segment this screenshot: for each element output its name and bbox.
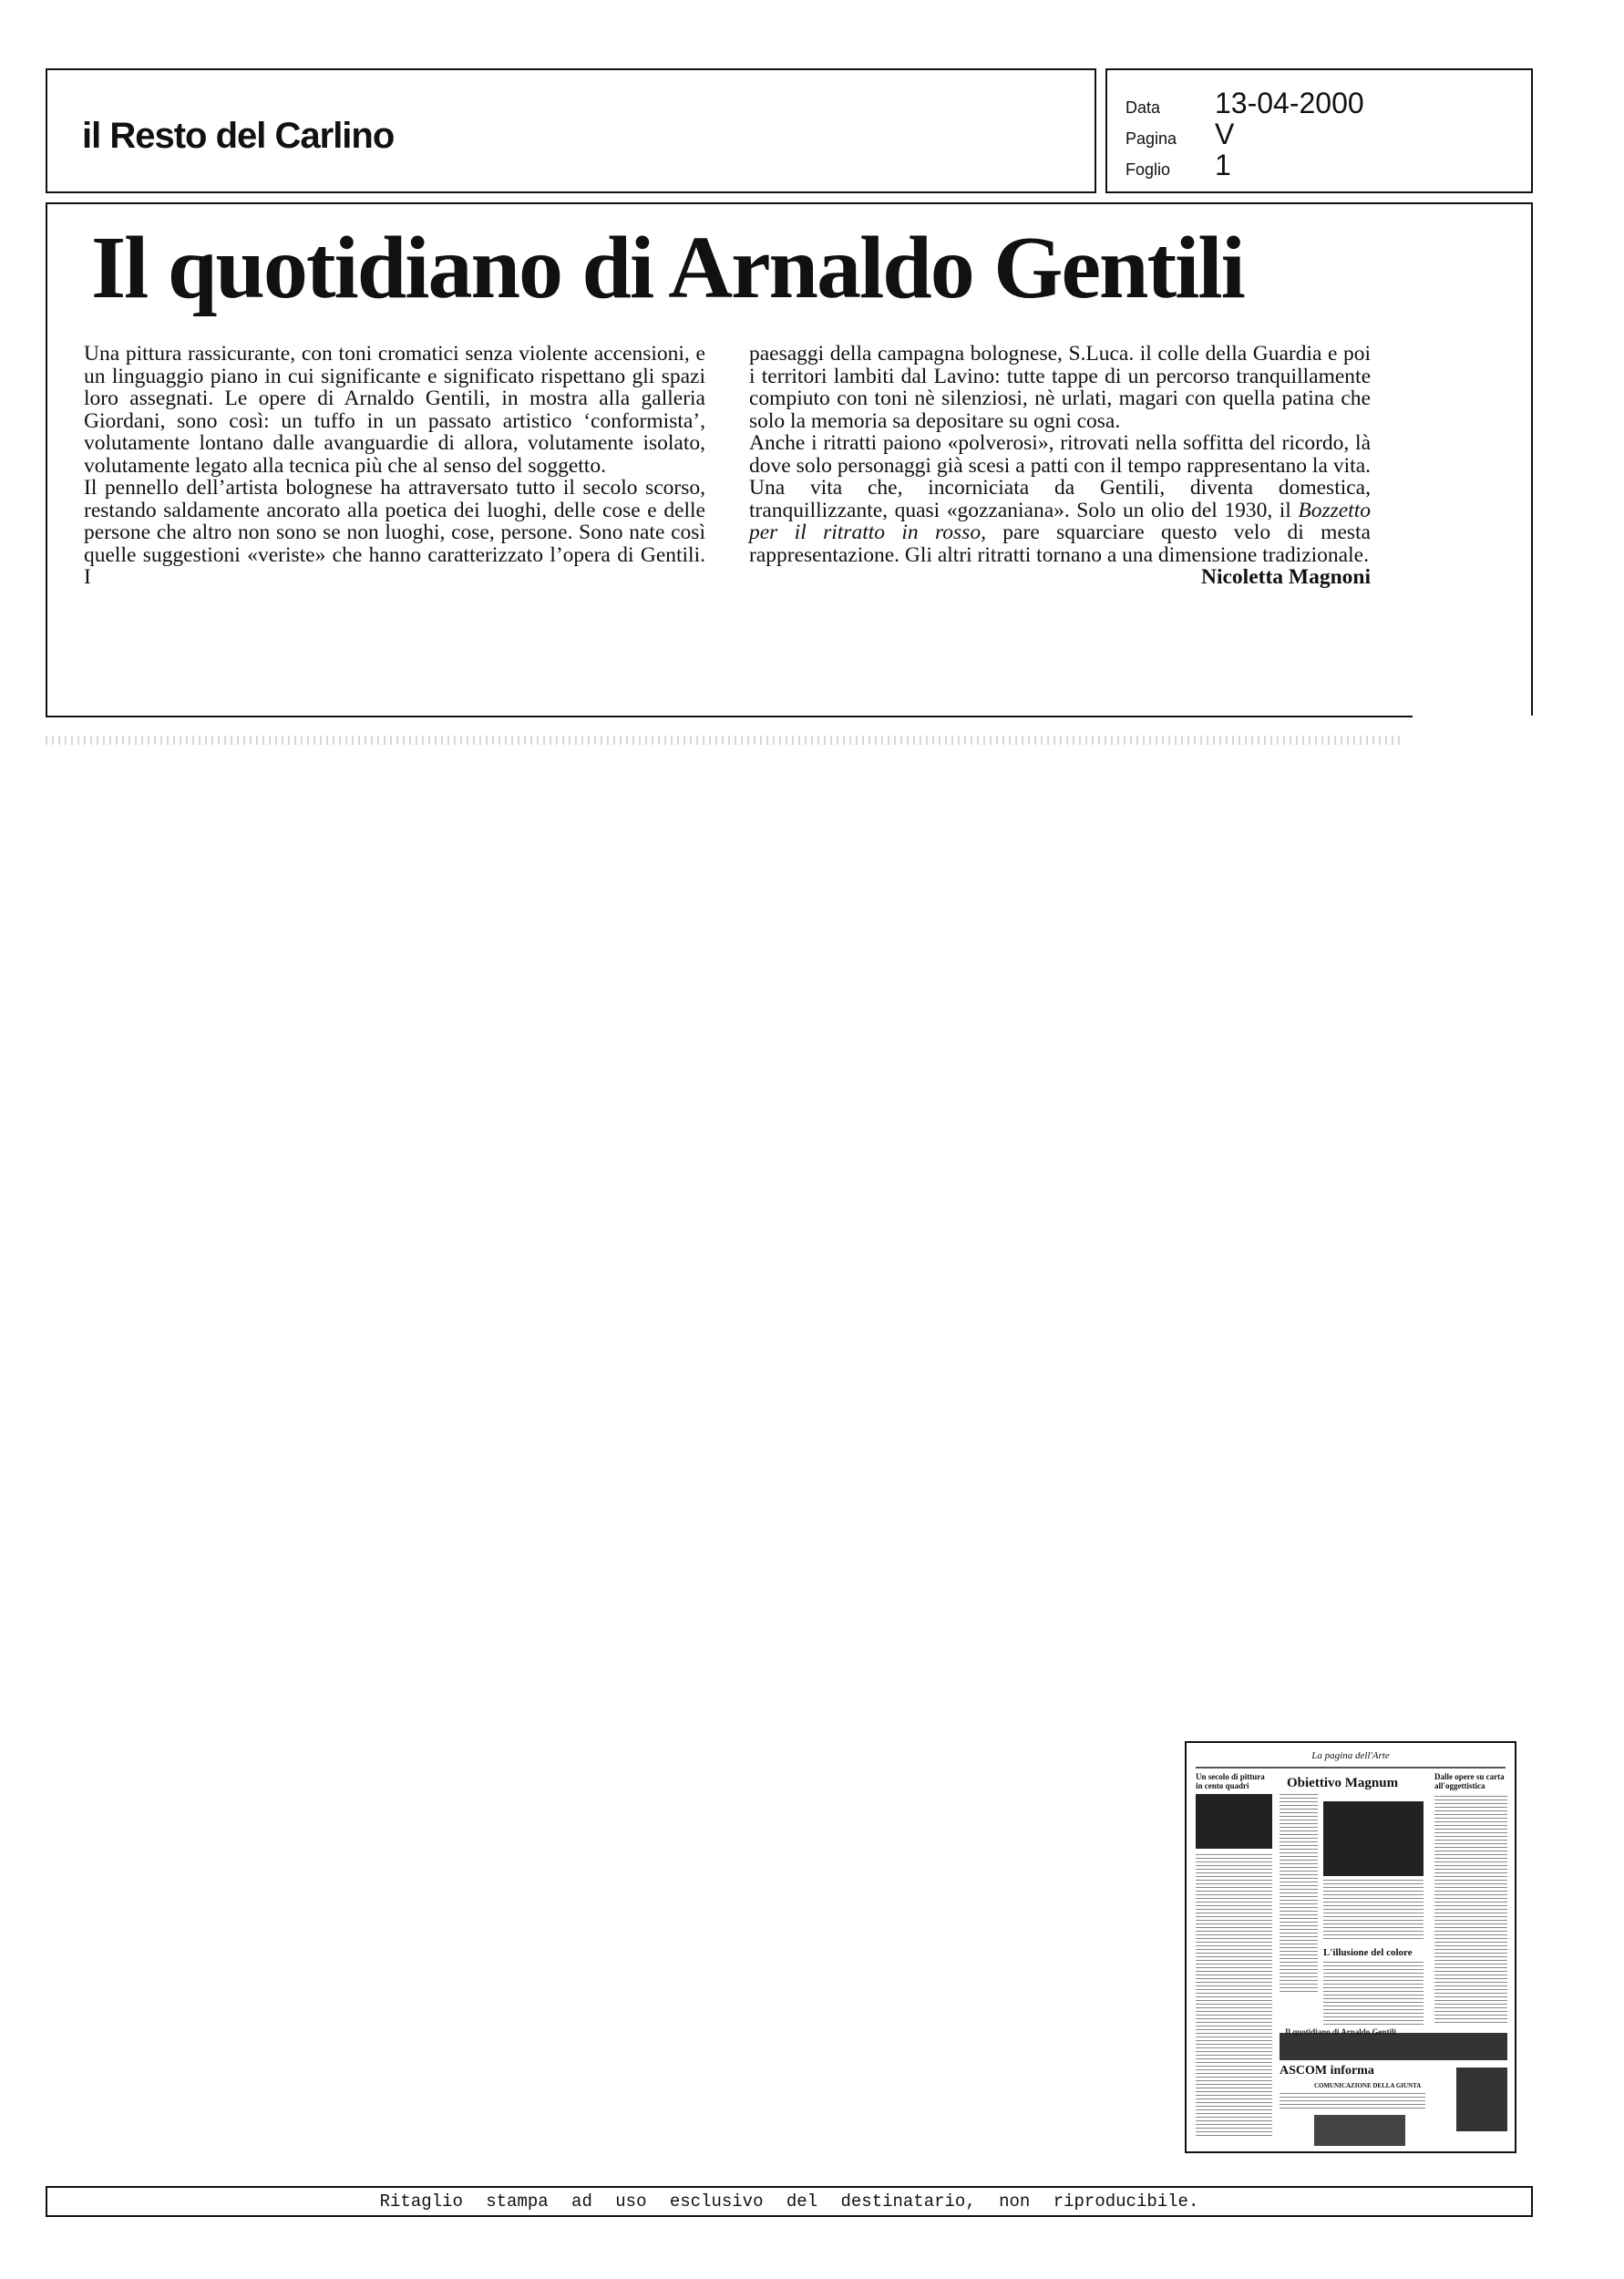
thumb-headline-center: Obiettivo Magnum [1287,1776,1399,1790]
footer-notice: Ritaglio stampa ad uso esclusivo del destinatario, non riproducibile. [46,2186,1533,2217]
date-value: 13-04-2000 [1215,87,1364,119]
thumb-text-block [1434,1796,1507,2024]
masthead [46,68,1096,193]
thumb-photo [1314,2115,1405,2146]
paragraph [749,432,1371,566]
thumb-notice-title: COMUNICAZIONE DELLA GIUNTA [1314,2082,1422,2089]
date-label: Data [1125,98,1161,117]
meta-date-row [1125,87,1364,119]
page-value: V [1215,118,1235,150]
meta-sheet-row [1125,149,1231,181]
paragraph: Il pennello dell’artista bolognese ha attraversato tutto il secolo scorso, restando saldamente ancorato alla poetica dei luoghi, delle cose e delle persone che altro non sono se non luoghi, cose, persone. Sono nate così quelle suggestioni «veriste» che hanno caratterizzato l’opera di Gentili. I [84,476,705,589]
thumb-text-block [1196,1854,1272,2137]
thumb-headline-right: Dalle opere su carta all'oggettistica [1434,1772,1505,1790]
thumb-banner: ASCOM informa [1280,2064,1374,2078]
thumb-clip-highlight [1280,2033,1507,2060]
article [46,202,1533,716]
article-headline: Il quotidiano di Arnaldo Gentili [91,219,1244,317]
thumb-photo [1196,1794,1272,1849]
thumb-section-title: La pagina dell'Arte [1311,1750,1390,1761]
page-thumbnail [1185,1741,1516,2153]
thumb-text-block [1280,2093,1425,2111]
scan-noise-strip [46,736,1403,745]
meta-page-row [1125,118,1234,150]
thumb-text-block [1323,1880,1424,1942]
paragraph-text: Anche i ritratti paiono «polverosi», ritrovati nella soffitta del ricordo, là dove solo personaggi già scesi a patti con il tempo rappresentano la vita. Una vita che, incorniciata da Gentili, diventa domestica, tranquillizzante, quasi «gozzaniana». Solo un olio del 1930, il [749,431,1371,522]
thumb-text-block [1280,1794,1318,1995]
paragraph-text: pare squarciare questo velo di mesta rappresentazione. Gli altri ritratti tornano a una dimensione tradizionale. [749,521,1371,567]
thumb-headline-mid: L'illusione del colore [1323,1947,1413,1958]
sheet-label: Foglio [1125,160,1171,179]
author-byline: Nicoletta Magnoni [1200,565,1371,589]
thumb-text-block [1323,1962,1424,2026]
article-column-left [84,343,705,589]
paragraph: paesaggi della campagna bolognese, S.Luca. il colle della Guardia e poi i territori lambiti dal Lavino: tutte tappe di un percorso tranquillamente compiuto con toni nè silenziosi, nè urlati, magari con quella patina che solo la memoria sa depositare su ogni cosa. [749,342,1371,433]
newspaper-logo: il Resto del Carlino [82,116,395,156]
paragraph: Una pittura rassicurante, con toni cromatici senza violente accensioni, e un linguaggio piano in cui significante e significato rispettano gli spazi loro assegnati. Le opere di Arnaldo Gentili, in mostra alla galleria Giordani, sono così: un tuffo in un passato artistico ‘conformista’, volutamente lontano dalle avanguardie di allora, volutamente isolato, volutamente legato alla tecnica più che al senso del soggetto. [84,342,705,478]
artwork-title: Bozzetto per il ritratto in rosso, [749,498,1371,544]
metadata-box [1105,68,1533,193]
thumb-photo [1456,2068,1507,2131]
sheet-value: 1 [1215,149,1231,181]
page-label: Pagina [1125,129,1177,148]
article-column-right [749,343,1371,589]
article-bottom-rule [46,716,1413,717]
thumb-headline-left: Un secolo di pittura in cento quadri [1196,1772,1265,1790]
thumb-headline-clip: Il quotidiano di Arnaldo Gentili [1285,2027,1397,2037]
thumb-rule [1196,1767,1506,1769]
thumb-photo [1323,1801,1424,1876]
